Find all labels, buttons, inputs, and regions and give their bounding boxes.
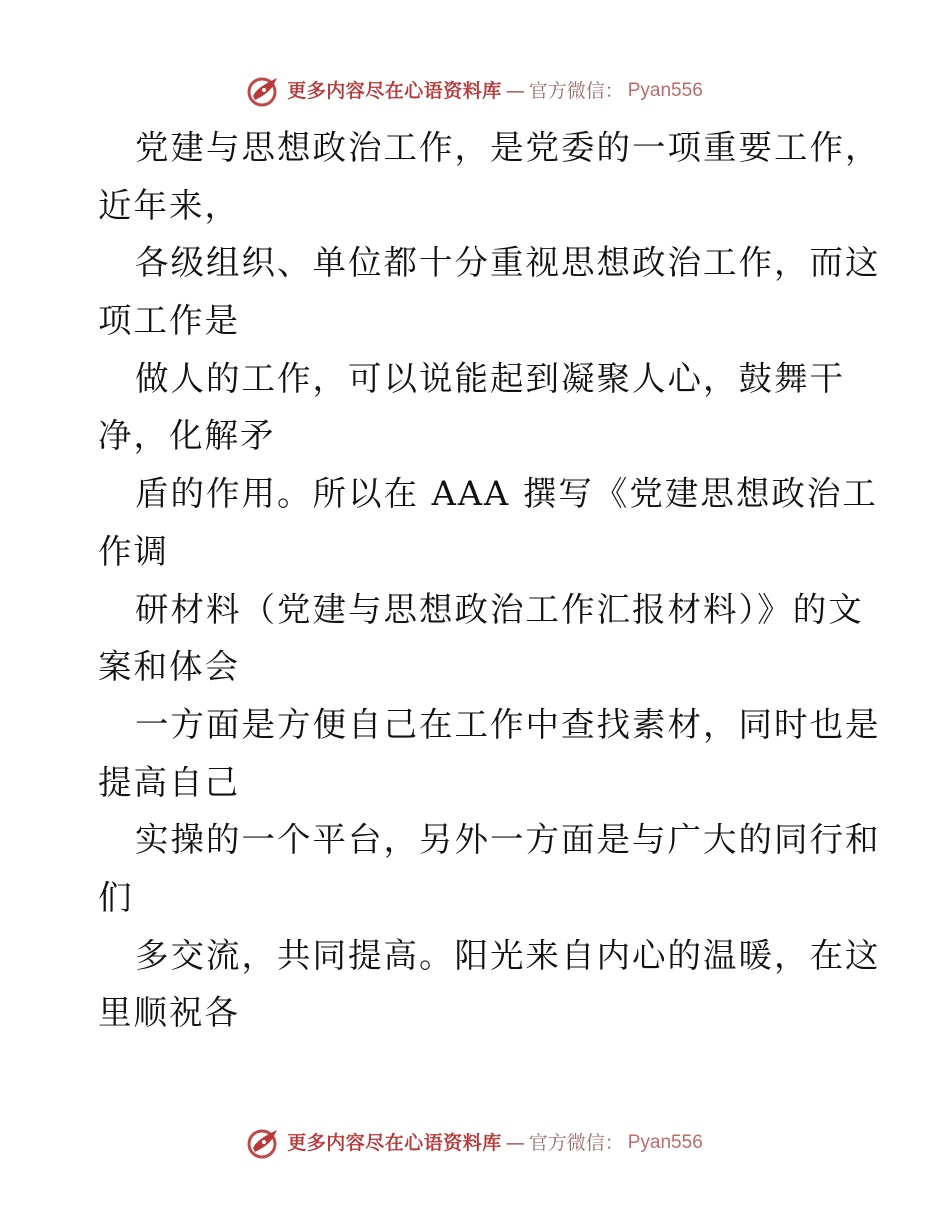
body-line: 提高自己 xyxy=(98,762,240,802)
banner-wechat-label: 官方微信： xyxy=(528,80,624,102)
body-line: 做人的工作，可以说能起到凝聚人心，鼓舞干 xyxy=(135,358,845,398)
body-line: 研材料（党建与思想政治工作汇报材料）》的文 xyxy=(135,589,864,629)
banner-wechat-id: Pyan556 xyxy=(627,1132,703,1153)
body-line: 净，化解矛 xyxy=(98,416,276,456)
body-line: 近年来， xyxy=(98,185,240,225)
body-line: 党建与思想政治工作，是党委的一项重要工作， xyxy=(135,128,881,167)
footer-watermark-banner xyxy=(0,1126,950,1160)
banner-title: 更多内容尽在心语资料库 xyxy=(287,80,502,102)
body-line: 项工作是 xyxy=(98,301,240,341)
body-line: 盾的作用。所以在 AAA 撰写《党建思想政治工 xyxy=(135,474,878,514)
banner-wechat-id: Pyan556 xyxy=(627,80,703,101)
body-line: 作调 xyxy=(98,531,169,571)
body-line: 多交流，共同提高。阳光来自内心的温暖，在这 xyxy=(135,935,881,975)
document-body xyxy=(98,119,881,1042)
body-line: 里顺祝各 xyxy=(98,993,240,1033)
banner-wechat-label: 官方微信： xyxy=(528,1132,624,1154)
banner-title: 更多内容尽在心语资料库 xyxy=(287,1132,502,1154)
header-watermark-banner xyxy=(0,74,950,108)
body-line: 实操的一个平台，另外一方面是与广大的同行和 xyxy=(135,820,881,860)
banner-separator: — xyxy=(505,80,525,102)
body-line: 一方面是方便自己在工作中查找素材，同时也是 xyxy=(135,704,881,744)
pen-nib-circle-logo-icon xyxy=(247,74,281,108)
banner-separator: — xyxy=(505,1132,525,1154)
pen-nib-circle-logo-icon xyxy=(247,1126,281,1160)
body-line: 各级组织、单位都十分重视思想政治工作，而这 xyxy=(135,243,881,283)
body-line: 们 xyxy=(98,877,134,917)
body-line: 案和体会 xyxy=(98,647,240,687)
